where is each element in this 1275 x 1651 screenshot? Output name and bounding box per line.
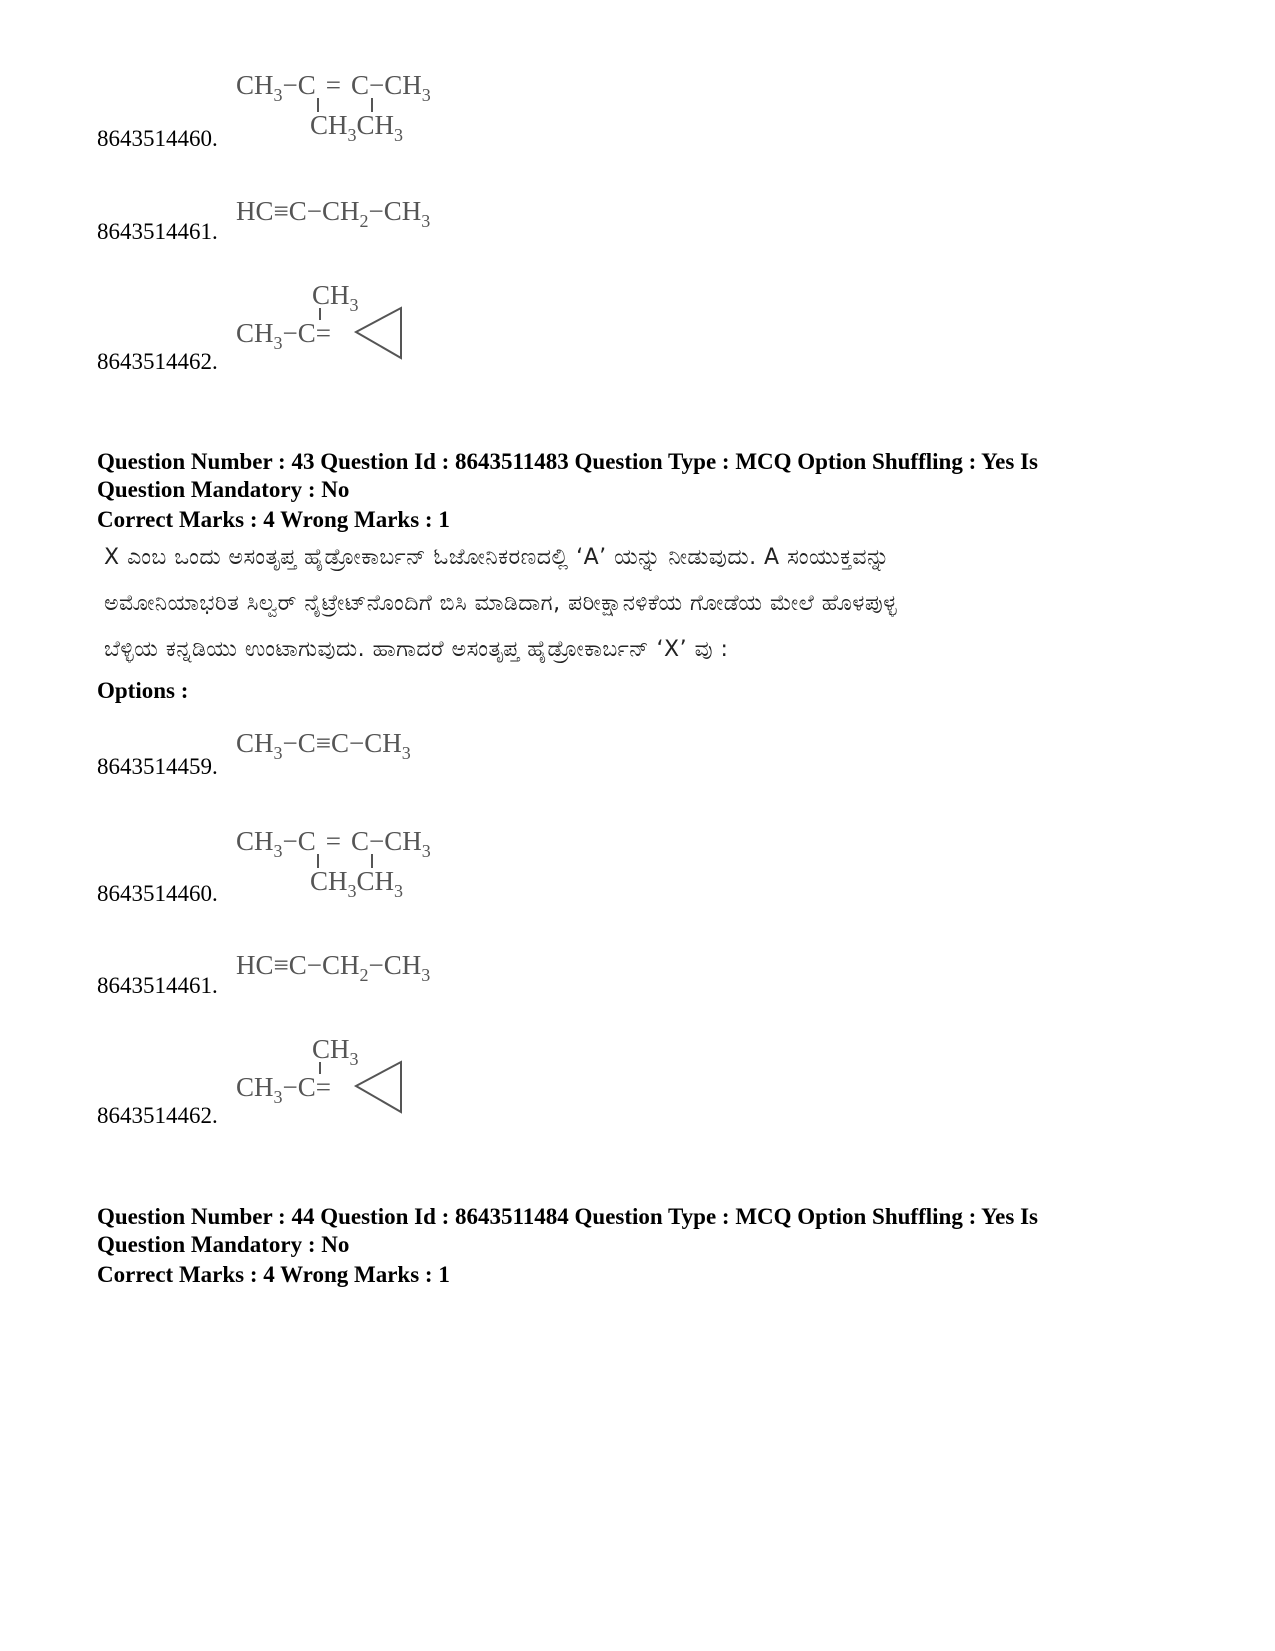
svg-text:CH3−C=C−CH3: $CH_3-C = C-CH_3$ [236,826,431,861]
svg-text:CH3CH3: $CH_3CH_3$ [310,110,404,145]
question-text [104,535,897,673]
option-id: 8643514460. [97,881,218,906]
svg-text:CH3CH3: $CH_3CH_3$ [310,866,404,901]
svg-text:CH3−C=C−CH3: $CH_3-C = C-CH_3$ [236,70,431,105]
formula-isopropylidenecyclopropane [236,278,416,363]
formula-2-3-dimethylbut-2-ene [236,62,476,145]
formula-but-2-yne [236,724,466,764]
svg-text:CH3: $CH_3$ [312,1034,359,1069]
question-marks: Correct Marks : 4 Wrong Marks : 1 [97,507,450,532]
svg-text:CH3−C=: $CH_3-C=$ [236,318,331,353]
svg-text:HC≡C−CH2−CH3: $HC\equiv C-CH_2-CH_3$ [236,196,431,231]
options-label: Options : [97,678,189,703]
option-id: 8643514461. [97,973,218,998]
svg-text:HC≡C−CH2−CH3: $HC\equiv C-CH_2-CH_3$ [236,950,431,985]
question-marks: Correct Marks : 4 Wrong Marks : 1 [97,1262,450,1287]
svg-text:CH3: $CH_3$ [312,280,359,315]
question-header-line: Question Mandatory : No [97,1232,350,1257]
option-id: 8643514461. [97,219,218,244]
formula-isopropylidenecyclopropane [236,1032,416,1117]
formula-2-3-dimethylbut-2-ene [236,818,476,901]
question-header-line: Question Number : 44 Question Id : 8643511484 Question Type : MCQ Option Shuffling : Yes Is [97,1204,1038,1229]
question-header-line: Question Mandatory : No [97,477,350,502]
question-text-line: ಬೆಳ್ಳಿಯ ಕನ್ನಡಿಯು ಉಂಟಾಗುವುದು. ಹಾಗಾದರೆ ಅಸಂತೃಪ್ತ ಹೈಡ್ರೋಕಾರ್ಬನ್ ‘X’ ವು : [104,637,729,662]
formula-but-1-yne [236,192,476,232]
question-text-line: ಅಮೋನಿಯಾಭರಿತ ಸಿಲ್ವರ್ ನೈಟ್ರೇಟ್‌ನೊಂದಿಗೆ ಬಿಸಿ ಮಾಡಿದಾಗ, ಪರೀಕ್ಷಾನಳಿಕೆಯ ಗೋಡೆಯ ಮೇಲೆ ಹೊಳಪುಳ್ಳ [104,591,898,616]
question-header [97,1203,1038,1259]
svg-text:CH3−C≡C−CH3: $CH_3-C\equiv C-CH_3$ [236,728,411,763]
option-id: 8643514462. [97,1103,218,1128]
option-id: 8643514460. [97,126,218,151]
question-text-line: X ಎಂಬ ಒಂದು ಅಸಂತೃಪ್ತ ಹೈಡ್ರೋಕಾರ್ಬನ್ ಓಜೋನಿಕರಣದಲ್ಲಿ ‘A’ ಯನ್ನು ನೀಡುವುದು. A ಸಂಯುಕ್ತವನ್ನು [104,545,890,570]
formula-but-1-yne [236,946,476,986]
svg-text:CH3−C=: $CH_3-C=$ [236,1072,331,1107]
option-id: 8643514459. [97,754,218,779]
question-header [97,448,1038,504]
option-id: 8643514462. [97,349,218,374]
question-header-line: Question Number : 43 Question Id : 8643511483 Question Type : MCQ Option Shuffling : Yes Is [97,449,1038,474]
